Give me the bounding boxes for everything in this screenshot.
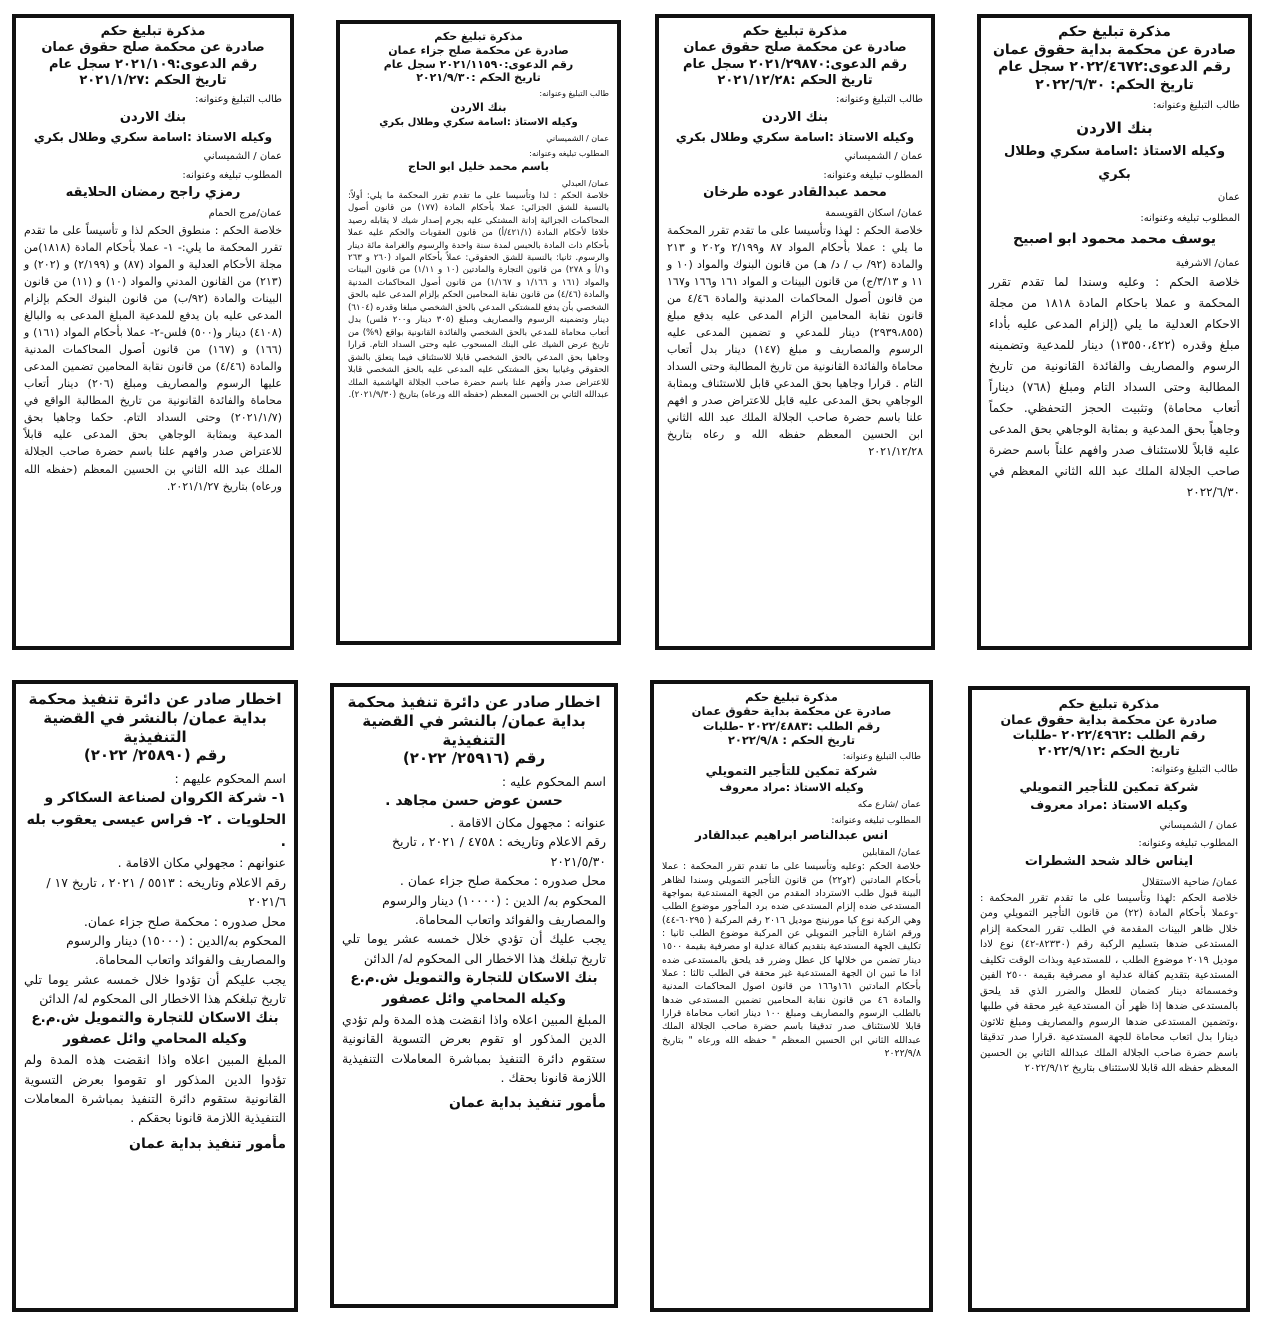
requester-agent: وكيله الاستاذ :مراد معروف [1030, 798, 1188, 813]
judgment-date: تاريخ الحكم: ٢٠٢٢/٦/٣٠ [1035, 76, 1194, 93]
requester-address: عمان / الشميساني [844, 151, 923, 163]
notice-judgment-5 [968, 686, 1250, 1312]
notice-execution-1 [330, 683, 618, 1308]
target-label: المطلوب تبليغه وعنوانه: [529, 148, 609, 158]
creditor-name: بنك الاسكان للتجارة والتمويل ش.م.ع وكيله المحامي وائل عصفور [350, 970, 598, 1007]
judgment-date: تاريخ الحكم :٢٠٢١/٩/٣٠ [416, 71, 541, 85]
requester-label: طالب التبليغ وعنوانه: [1152, 100, 1240, 111]
notice-execution-2 [12, 680, 298, 1312]
payment-instruction: يجب عليكم أن تؤدوا خلال خمسه عشر يوما تلي تاريخ تبلغكم هذا الاخطار الى المحكوم له/ الدائن [24, 971, 286, 1007]
notice-title: مذكرة تبليغ حكم [100, 24, 206, 39]
target-name: انس عبدالناصر ابراهيم عبدالقادر [695, 828, 888, 843]
court-name: صادرة عن محكمة بداية حقوق عمان [1000, 711, 1218, 727]
case-number: رقم (٢٥٩١٦/ ٢٠٢٢) [402, 749, 546, 768]
judgment-summary: خلاصة الحكم : لذا وتأسيسا على ما تقدم تقرر المحكمة ما يلي: أولاً: بالنسبة للشق الجزائي: عملا بأحكام المادة (١٧٧) من قانون أصول المحاكمات الجزائية إدانة المشتكى عليه بجرم إصدار شيك لا يقابله رصيد خلافا لأحكام المادة (٤٢١/١/أ) من قانون العقوبات والحكم عليه عملا بأحكام ذات المادة بالحبس لمدة سنة واحدة والرسوم والغرامة مائة دينار والرسوم. ثانيا: بالنسبة للشق الحقوقي: عملاً بأحكام المواد (٢٦٠ و ٢٦٣ و١/أ و ٢٧٨) من قانون التجارة والمادتين (١٠ و ١/١١) من قانون البينات والمواد (١٦١ و ١/١٦٦ و ١/١٦٧) من قانون أصول المحاكمات المدنية والمادة (٤/٤٦) من قانون نقابة المحامين الحكم بإلزام المدعى عليه بالحق الشخصي بأن يدفع للمشتكي المدعي بالحق الشخصي مبلغا وقدره (٦١٠٤) دينار وتضمينه الرسوم والمصاريف ومبلغ (٣٠٥ دينار و٢٠٠ فلس) بدل أتعاب محاماة للمدعي بالحق الشخصي والفائدة القانونية بواقع (٩%) من تاريخ عرض الشيك على البنك المسحوب عليه وحتى السداد التام. قرارا وجاهيا بحق المدعي بالحق الشخصي قابلا للاستئناف فيما يتعلق بالشق الحقوقي وغيابيا بحق المشتكى عليه المدعى عليه بالحق الشخصي قابلا للاعتراض صدر وأفهم علنا باسم حضرة صاحب الجلالة الهاشمية الملك عبدالله الثاني بن الحسين المعظم (حفظه الله ورعاه) بتاريخ (٢٠٢١/٩/٣٠). [348, 190, 609, 400]
judgment-summary: خلاصة الحكم : وعليه وسندا لما تقدم تقرر المحكمة و عملا باحكام المادة ١٨١٨ من مجلة الاحكام العدلية ما يلي (إلزام المدعى عليه بأداء مبلغ وقدره (١٣٥٥٠،٤٢٢) دينار للمدعية وتضمينه الرسوم والمصاريف والفائدة القانونية من تاريخ المطالبة وحتى السداد التام ومبلغ (٧٦٨) ديناراً أتعاب محاماة) وتثبيت الحجز التحفظي. حكماً وجاهياً بحق المدعية و بمثابة الوجاهي بحق المدعى عليه قابلاً للاستئناف صدر وافهم علناً باسم حضرة صاحب الجلالة الملك عبد الله الثاني المعظم في ٢٠٢٢/٦/٣٠ [989, 275, 1240, 500]
judgment-date: تاريخ الحكم :٢٠٢١/١٢/٢٨ [717, 72, 873, 88]
notice-title: مذكرة تبليغ حكم [742, 24, 848, 39]
debtor-label: اسم المحكوم عليهم : [174, 771, 286, 786]
court-name: صادرة عن محكمة صلح جزاء عمان [388, 43, 569, 57]
issuing-court: محل صدوره : محكمة صلح جزاء عمان . [399, 873, 606, 889]
debtor-label: اسم المحكوم عليه : [501, 774, 606, 789]
debtor-address: عنوانهم : مجهولي مكان الاقامة . [117, 855, 286, 871]
notice-title: مذكرة تبليغ حكم [1058, 24, 1171, 40]
creditor-name: بنك الاسكان للتجارة والتمويل ش.م.ع وكيله المحامي وائل عصفور [31, 1010, 279, 1048]
debtor-address: عنوانه : مجهول مكان الاقامة . [450, 815, 606, 831]
target-name: يوسف محمد محمود ابو اصبيح [1013, 231, 1216, 248]
target-address: عمان/ العبدلي [561, 179, 609, 189]
target-label: المطلوب تبليغه وعنوانه: [823, 169, 923, 181]
judgment-date: تاريخ الحكم :٢٠٢٢/٩/١٢ [1038, 742, 1180, 758]
requester-address: عمان / الشميساني [1159, 819, 1238, 831]
target-address: عمان/مرج الحمام [208, 208, 282, 220]
notice-judgment-2 [655, 14, 935, 650]
judgment-summary: خلاصة الحكم :لهذا وتأسيسا على ما تقدم تقرر المحكمة : -وعملا بأحكام المادة (٢٢) من قانون التأجير التمويلي ومن خلال ظاهر البينات المقدمة في الطلب تقرر المحكمة إلزام المستدعى ضدها بتسليم الركبة رقم (٨٢٣٣٠-٤٢) نوع لادا موديل ٢٠١٩ موضوع الطلب ، للمستدعية وبذات الوقت تكليف المستدعية بتقديم كفالة عدلية او مصرفية بقيمة ٢٥٠٠ الفين وخمسمائة دينار كضمان للعطل والضرر الذي قد يلحق بالمستدعى ضدها إذا ظهر أن المستدعية غير محقة في طلبها ،وتضمين المستدعى ضدها الرسوم والمصاريف ومبلغ ثلاثون دينارا بدل اتعاب محاماة للجهة المستدعية .قرارا صدر تدقيقا باسم حضرة صاحب الجلالة الملك عبدالله الثاني بن الحسين المعظم حفظه الله قابلا للاستئناف بتاريخ ٢٠٢٢/٩/١٢ [980, 892, 1239, 1075]
requester-name: بنك الاردن [119, 109, 187, 125]
notice-title: مذكرة تبليغ حكم [434, 30, 523, 43]
target-label: المطلوب تبليغه وعنوانه: [182, 169, 282, 181]
case-number: رقم الطلب :٢٠٢٢/٤٩٦٢ -طلبات [1012, 727, 1206, 743]
requester-label: طالب التبليغ وعنوانه: [842, 751, 921, 762]
target-address: عمان/ اسكان القويسمة [825, 208, 923, 220]
court-name: صادرة عن محكمة صلح حقوق عمان [683, 40, 907, 56]
signature: مأمور تنفيذ بداية عمان [449, 1095, 606, 1112]
requester-name: بنك الاردن [1076, 118, 1153, 137]
target-address: عمان/ المقابلين [862, 848, 921, 859]
notice-title: اخطار صادر عن دائرة تنفيذ محكمة بداية عمان/ بالنشر في القضية التنفيذية [347, 693, 601, 749]
judgment-summary: خلاصة الحكم : منطوق الحكم لذا و تأسيساً على ما تقدم تقرر المحكمة ما يلي:- ١- عملا بأحكام المادة (١٨١٨)من مجلة الأحكام العدلية و المواد (٨٧) و (٢/١٩٩) و (٢٠٢) و (٢١٣) من القانون المدني والمواد (١٠) و (١١) من قانون البينات والمادة (٩٢/ب) من قانون البنوك الحكم بإلزام المدعى عليه بان يدفع للمدعية المبلغ المدعى به والبالغ (٤١٠٨) دينار و(٥٠٠) فلس-٢- عملا بأحكام المواد (١٦١) و (١٦٦) و (١٦٧) من قانون أصول المحاكمات المدنية والمادة (٤/٤٦) من قانون نقابة المحامين تضمين المدعى عليها الرسوم والمصاريف ومبلغ (٢٠٦) دينار أتعاب محاماة والفائدة القانونية من تاريخ المطالبة الواقع في (٢٠٢١/١/٧) وحتى السداد التام. حكما وجاهيا بحق المدعية وبمثابة الوجاهي بحق المدعى عليه قابلاً للاعتراض صدر وافهم علنا باسم حضرة صاحب الجلالة الملك عبد الله الثاني بن الحسين المعظم (حفظه الله ورعاه) بتاريخ ٢٠٢١/١/٢٧. [24, 223, 283, 493]
judgment-date: تاريخ الحكم : ٢٠٢٢/٩/٨ [727, 733, 856, 748]
requester-address: عمان [1217, 192, 1240, 204]
case-number: رقم (٢٥٨٩٠/ ٢٠٢٢) [83, 746, 227, 765]
requester-name: شركة تمكين للتأجير التمويلي [1019, 779, 1199, 794]
signature: مأمور تنفيذ بداية عمان [129, 1135, 286, 1152]
requester-label: طالب التبليغ وعنوانه: [835, 94, 923, 105]
requester-agent: وكيله الاستاذ :اسامة سكري وطلال بكري [1003, 143, 1226, 182]
payment-instruction: يجب عليك أن تؤدي خلال خمسه عشر يوما تلي تاريخ تبلغك هذا الاخطار الى المحكوم له/ الدائن [342, 931, 606, 966]
judgment-date: تاريخ الحكم :٢٠٢١/١/٢٧ [79, 72, 227, 88]
notice-judgment-6 [650, 680, 933, 1312]
requester-label: طالب التبليغ وعنوانه: [1150, 763, 1238, 775]
judgment-amount: المحكوم به/الدين : (١٥٠٠٠) دينار والرسوم والمصاريف والفوائد واتعاب المحاماة. [66, 932, 286, 968]
requester-address: عمان /شارع مكه [857, 799, 921, 810]
requester-name: شركة تمكين للتأجير التمويلي [705, 764, 878, 779]
notice-title: اخطار صادر عن دائرة تنفيذ محكمة بداية عمان/ بالنشر في القضية التنفيذية [28, 690, 282, 746]
requester-address: عمان / الشميساني [546, 134, 609, 144]
requester-label: طالب التبليغ وعنوانه: [539, 89, 609, 98]
requester-address: عمان / الشميساني [203, 151, 282, 163]
case-number: رقم الدعوى:٢٠٢١/١٠٩ سجل عام [48, 56, 258, 72]
enforcement-warning: المبلغ المبين اعلاه واذا انقضت هذه المدة ولم تؤدي الدين المذكور او تقوم بعرض التسوية القانونية ستقوم دائرة التنفيذ بمباشرة المعاملات التنفيذية اللازمة قانونا بحقك . [342, 1011, 606, 1086]
judgment-summary: خلاصة الحكم : لهذا وتأسيسا على ما تقدم تقرر المحكمة ما يلي : عملا بأحكام المواد ٨٧ و٢/١٩٩ و٢٠٢ و ٢١٣ والمادة (٩٢/ ب / د/ هـ) من قانون البنوك والمواد (١٠ و ١١ و ٣/١٣/ج) من قانون البينات و المواد ١٦١ و١٦٦ و١٦٧ من قانون أصول المحاكمات المدنية والمادة ٤/٤٦ من قانون نقابة المحامين الزام المدعى عليه بدفع مبلغ (٢٩٣٩،٨٥٥) دينار للمدعي و تضمين المدعى عليه الرسوم والمصاريف و مبلغ (١٤٧) دينار بدل أتعاب محاماة والفائدة القانونية من تاريخ المطالبة وحتى السداد التام . قرارا وجاهيا بحق المدعي قابل للاستئناف وبمثابة الوجاهي بحق المدعى عليه قابل للاعتراض صدر و افهم علنا باسم حضرة صاحب الجلالة الملك عبد الله الثاني ابن الحسين المعظم حفظه الله و رعاه بتاريخ ٢٠٢١/١٢/٢٨ [667, 223, 924, 459]
requester-agent: وكيله الاستاذ :مراد معروف [719, 781, 864, 795]
target-name: باسم محمد خليل ابو الحاج [408, 160, 549, 174]
case-number: رقم الدعوى:٢٠٢١/١١٥٩٠ سجل عام [383, 57, 574, 71]
notice-title: مذكرة تبليغ حكم [745, 690, 838, 704]
target-label: المطلوب تبليغه وعنوانه: [831, 815, 921, 826]
target-address: عمان/ ضاحية الاستقلال [1141, 877, 1238, 889]
notice-judgment-3 [336, 20, 621, 645]
court-name: صادرة عن محكمة بداية حقوق عمان [691, 704, 892, 719]
judgment-summary: خلاصة الحكم :وعليه وتأسيسا على ما تقدم تقرر المحكمة : عملا بأحكام المادتين (٢و٢٢) من قانون التأجير التمويلي وسندا لظاهر البينة قبول طلب الاسترداد المقدم من الجهة المستدعية بمواجهة المستدعى ضده إلزام المستدعى ضده برد المأجور موضوع الطلب وهي الركبة نوع كيا مورنينج موديل ٢٠١٦ رقم المركبة ( ٦٠٢٩٥-٤٤) ورقم اشارة التأجير التمويلي عن المركبة موضوع الطلب ثانيا : تكليف الجهة المستدعية بتقديم كفالة عدلية او مصرفية بقيمة ١٥٠٠ دينار تضمن من خلالها كل عطل وضرر قد يلحق بالمستدعى ضده اذا ما تبين ان الجهة المستدعية غير محقة في الطلب ثالثا : عملا بأحكام المادتين ١٦١و١٦٦ من قانون اصول المحاكمات المدنية والمادة ٤٦ من قانون نقابة المحامين تضمين المستدعى ضدها بالطلب الرسوم والمصاريف ومبلغ ١٠٠ دينار اتعاب محاماة قرارا قابلا للاستئناف صدر تدقيقا باسم حضرة صاحب الجلالة الملك عبدالله الثاني ابن الحسين المعظم " حفظه الله ورعاه " بتاريخ ٢٠٢٢/٩/٨ [662, 861, 922, 1060]
requester-agent: وكيله الاستاذ :اسامة سكري وطلال بكري [33, 129, 273, 144]
enforcement-warning: المبلغ المبين اعلاه واذا انقضت هذه المدة ولم تؤدوا الدين المذكور او تقوموا بعرض التسوية القانونية ستقوم دائرة التنفيذ بمباشرة المعاملات التنفيذية اللازمة قانونا بحقكم . [24, 1052, 286, 1126]
case-number: رقم الدعوى:٢٠٢٢/٤٦٧٢ سجل عام [998, 59, 1231, 75]
target-name: رمزي راجح رمضان الحلايقه [65, 185, 241, 201]
debtor-name: ١- شركة الكروان لصناعة السكاكر و الحلويات . ٢- فراس عيسى يعقوب بله . [26, 790, 286, 850]
target-name: ايناس خالد شحد الشطرات [1024, 853, 1194, 869]
case-number: رقم الطلب :٢٠٢٢/٤٨٨٣ -طلبات [702, 718, 881, 733]
judgment-amount: المحكوم به/ الدين : (١٠٠٠٠) دينار والرسوم والمصاريف والفوائد واتعاب المحاماة. [382, 892, 606, 927]
court-name: صادرة عن محكمة صلح حقوق عمان [41, 40, 265, 56]
notice-title: مذكرة تبليغ حكم [1058, 696, 1160, 711]
target-address: عمان/ الاشرفية [1175, 257, 1240, 269]
target-label: المطلوب تبليغه وعنوانه: [1140, 212, 1240, 224]
requester-name: بنك الاردن [450, 100, 507, 114]
case-number: رقم الدعوى:٢٠٢١/٢٩٨٧٠ سجل عام [683, 56, 907, 72]
court-name: صادرة عن محكمة بداية حقوق عمان [992, 41, 1237, 58]
issuing-court: محل صدوره : محكمة صلح جزاء عمان. [83, 913, 286, 929]
notice-number: رقم الاعلام وتاريخه : ٤٧٥٨ / ٢٠٢١ ، تاريخ ٢٠٢١/٥/٣٠ [391, 834, 606, 869]
requester-agent: وكيله الاستاذ :اسامة سكري وطلال بكري [379, 116, 578, 128]
requester-name: بنك الاردن [761, 109, 829, 125]
target-name: محمد عبدالقادر عوده طرخان [703, 185, 887, 201]
requester-agent: وكيله الاستاذ :اسامة سكري وطلال بكري [675, 129, 915, 144]
debtor-name: حسن عوض حسن مجاهد . [385, 793, 563, 810]
notice-number: رقم الاعلام وتاريخه : ٥٥١٣ / ٢٠٢١ ، تاريخ ١٧ / ٢٠٢١/٦ [46, 874, 286, 910]
requester-label: طالب التبليغ وعنوانه: [194, 94, 282, 105]
notice-judgment-1 [977, 14, 1252, 650]
notice-judgment-4 [12, 14, 294, 650]
target-label: المطلوب تبليغه وعنوانه: [1138, 838, 1238, 850]
